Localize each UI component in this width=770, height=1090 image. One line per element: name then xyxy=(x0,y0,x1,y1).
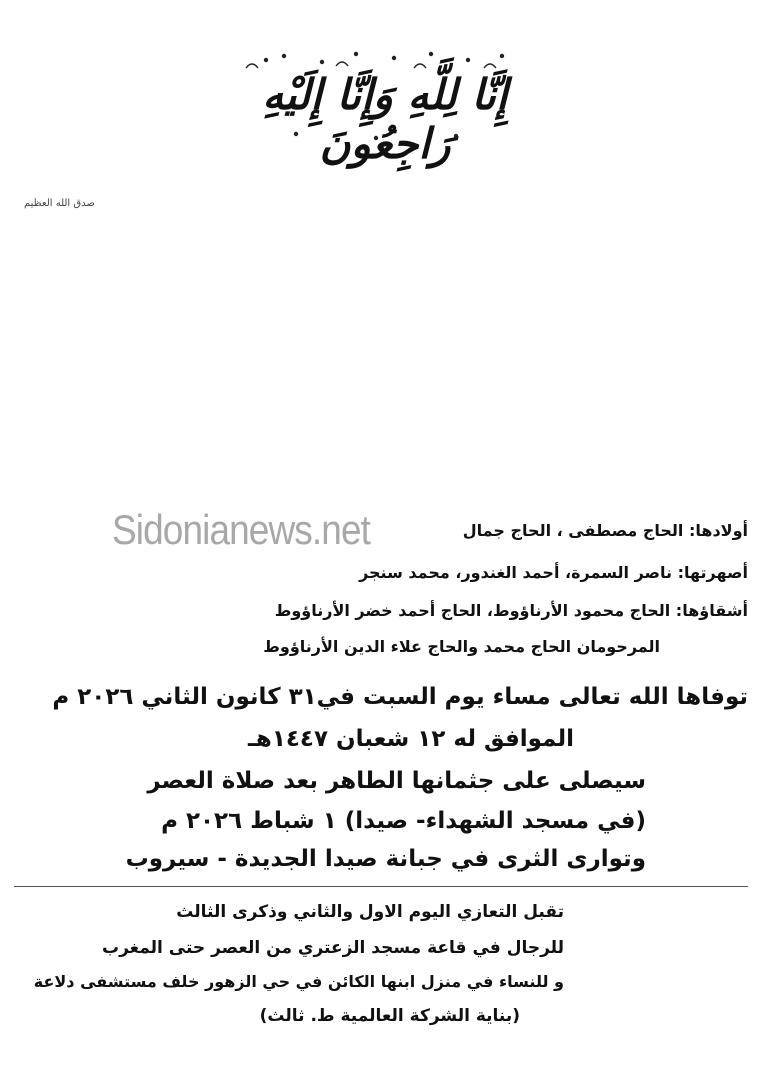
condolence-days: تقبل التعازي اليوم الاول والثاني وذكرى الثالث xyxy=(176,902,564,922)
relatives-in-laws: أصهرتها: ناصر السمرة، أحمد الغندور، محمد سنجر xyxy=(359,563,748,582)
sadaqa-allah: صدق الله العظيم xyxy=(24,198,95,209)
site-watermark: Sidonianews.net xyxy=(112,506,371,553)
funeral-prayer: سيصلى على جثمانها الطاهر بعد صلاة العصر xyxy=(147,768,646,794)
inna-lillah-calligraphy xyxy=(226,48,544,168)
condolence-women: و للنساء في منزل ابنها الكائن في حي الزهور خلف مستشفى دلاعة xyxy=(33,972,564,991)
condolence-building: (بناية الشركة العالمية ط. ثالث) xyxy=(259,1006,520,1026)
death-date-gregorian: توفاها الله تعالى مساء يوم السبت في٣١ كانون الثاني ٢٠٢٦ م xyxy=(52,684,748,710)
burial-location: وتوارى الثرى في جبانة صيدا الجديدة - سيروب xyxy=(125,846,646,872)
relatives-siblings: أشقاؤها: الحاج محمود الأرناؤوط، الحاج أحمد خضر الأرناؤوط xyxy=(274,601,748,620)
inna-lillah-text: إِنَّا لِلَّهِ وَإِنَّا إِلَيْهِ رَاجِعُونَ xyxy=(262,70,508,168)
death-date-hijri: الموافق له ١٢ شعبان ١٤٤٧هـ xyxy=(248,726,574,752)
section-divider xyxy=(14,886,748,887)
relatives-late-siblings: المرحومان الحاج محمد والحاج علاء الدين الأرناؤوط xyxy=(263,637,660,656)
funeral-mosque-date: (في مسجد الشهداء- صيدا) ١ شباط ٢٠٢٦ م xyxy=(161,808,646,834)
condolence-men: للرجال في قاعة مسجد الزعتري من العصر حتى المغرب xyxy=(102,938,564,958)
relatives-sons: أولادها: الحاج مصطفى ، الحاج جمال xyxy=(462,521,748,540)
